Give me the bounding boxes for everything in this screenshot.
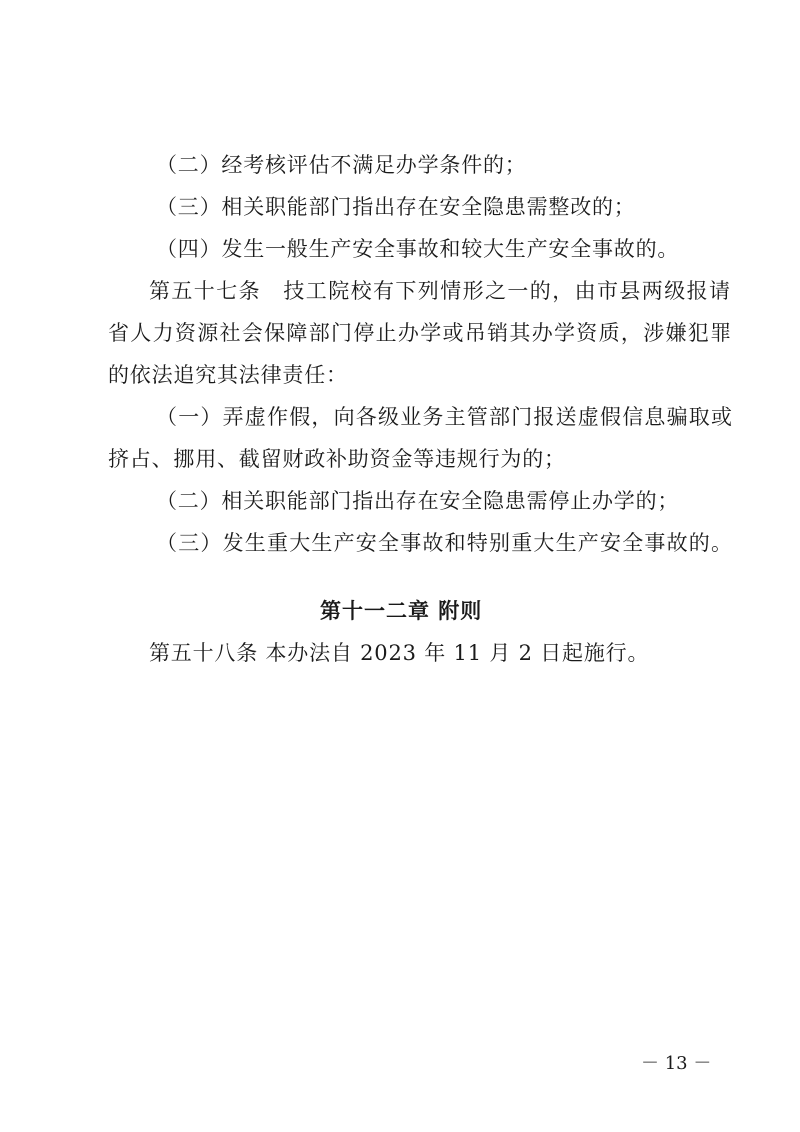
paragraph-item-4: （四）发生一般生产安全事故和较大生产安全事故的。: [156, 237, 680, 261]
article-57-item-1-line-2: 挤占、挪用、截留财政补助资金等违规行为的；: [108, 447, 566, 471]
article-57-line-2: 省人力资源社会保障部门停止办学或吊销其办学资质，涉嫌犯罪: [108, 321, 733, 345]
paragraph-item-2: （二）经考核评估不满足办学条件的；: [156, 153, 527, 177]
paragraph-item-3: （三）相关职能部门指出存在安全隐患需整改的；: [156, 195, 636, 219]
page-number: － 13 －: [641, 1053, 712, 1074]
article-57-item-2: （二）相关职能部门指出存在安全隐患需停止办学的；: [156, 489, 680, 513]
chapter-title: 第十一二章 附则: [320, 599, 483, 623]
article-57-item-1-line-1: （一）弄虚作假，向各级业务主管部门报送虚假信息骗取或: [156, 405, 734, 429]
article-58: 第五十八条 本办法自 2023 年 11 月 2 日起施行。: [149, 641, 650, 665]
article-57-item-3: （三）发生重大生产安全事故和特别重大生产安全事故的。: [156, 531, 734, 555]
article-57-line-3: 的依法追究其法律责任：: [108, 363, 348, 387]
article-57-line-1: 第五十七条 技工院校有下列情形之一的，由市县两级报请: [149, 279, 732, 303]
